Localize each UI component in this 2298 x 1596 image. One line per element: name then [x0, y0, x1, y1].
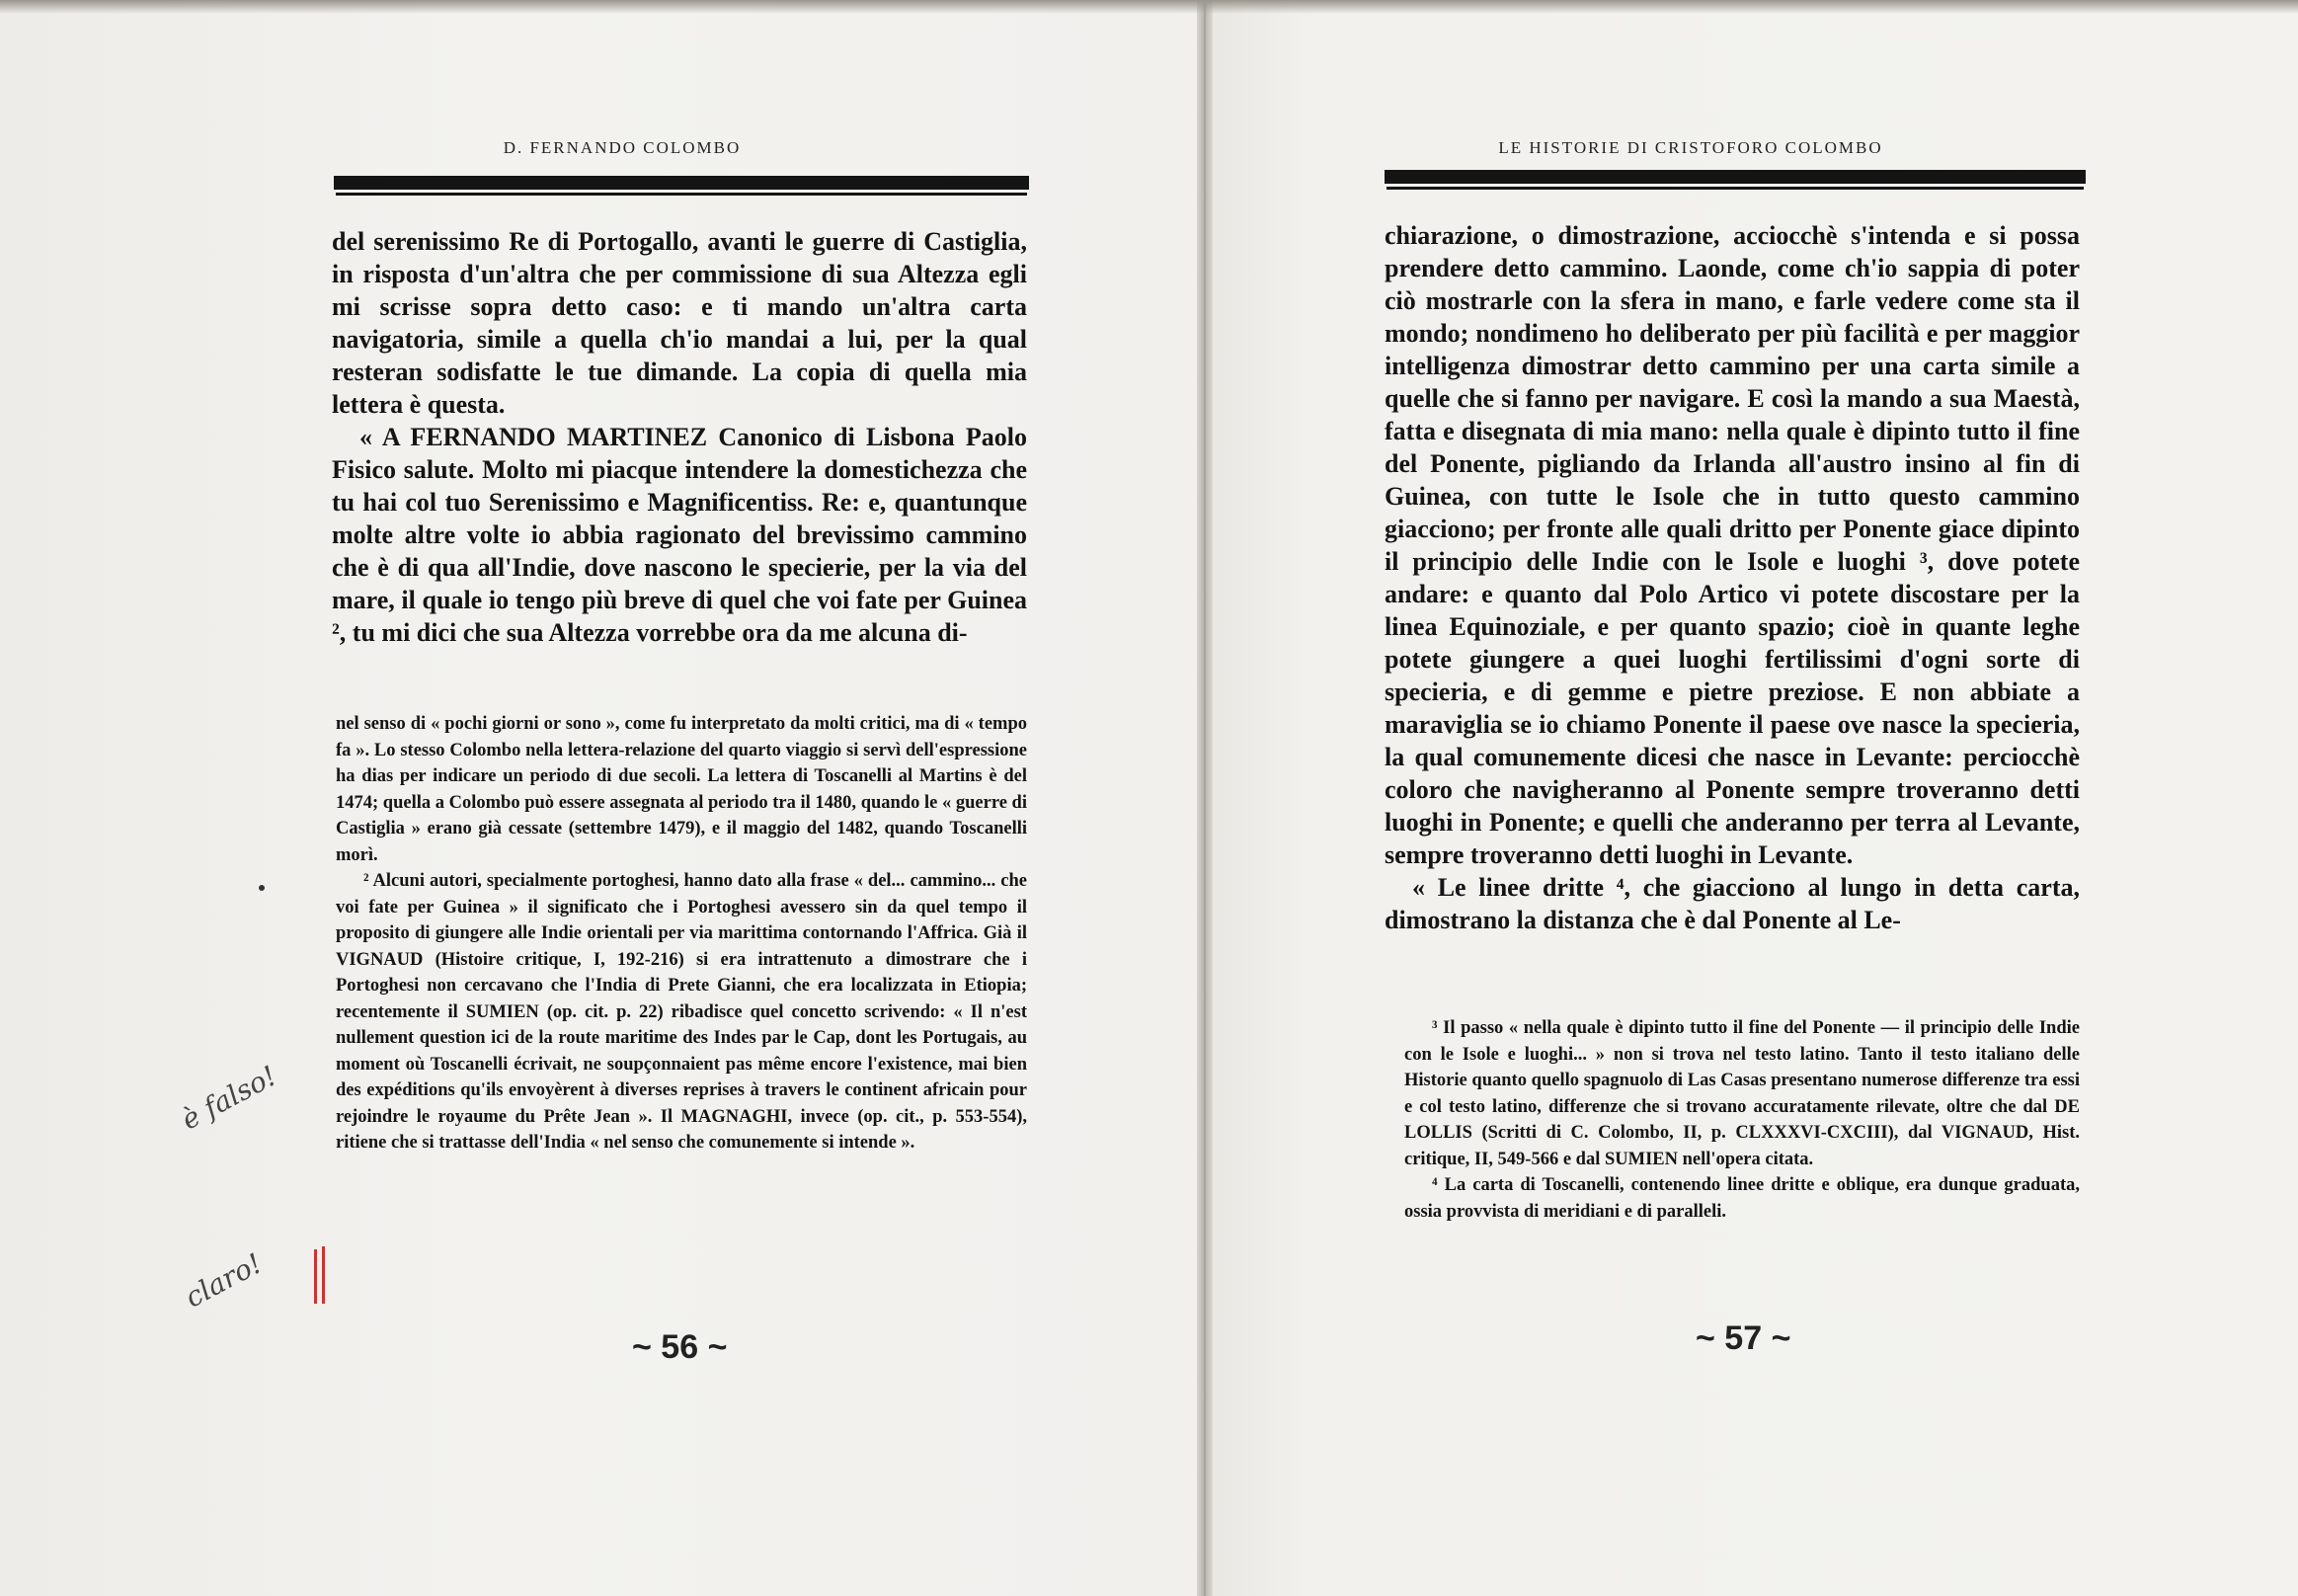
margin-note: claro!: [180, 1246, 268, 1315]
left-body-paragraph: del serenissimo Re di Portogallo, avanti le guerre di Castiglia, in risposta d'un'altra che per commissione di sua Altezza egli mi scrisse sopra detto caso: e ti mando un'altra carta navigatoria, simile a quella ch'io mandai a lui, per la qual resteran sodisfatte le tue dimande. La copia di quella mia lettera è questa.: [332, 227, 1027, 419]
left-header-rule: [334, 176, 1029, 193]
right-running-head: LE HISTORIE DI CRISTOFORO COLOMBO: [1498, 138, 1883, 157]
right-page-number: ~ 57 ~: [1696, 1319, 1791, 1357]
ink-dot: [259, 885, 265, 891]
left-footnote: nel senso di « pochi giorni or sono », come fu interpretato da molti critici, ma di « tempo fa ». Lo stesso Colombo nella lettera-relazione del quarto viaggio si servì dell'espressione ha dias per indicare un periodo di due secoli. La lettera di Toscanelli al Martins è del 1474; quella a Colombo può essere assegnata al periodo tra il 1480, quando le « guerre di Castiglia » erano già cessate (settembre 1479), e il maggio del 1482, quando Toscanelli morì.: [336, 714, 1027, 865]
left-page-number: ~ 56 ~: [632, 1328, 728, 1366]
right-body-paragraph: « Le linee dritte ⁴, che giacciono al lungo in detta carta, dimostrano la distanza che è dal Ponente al Le-: [1385, 873, 2080, 934]
left-body-paragraph: « A FERNANDO MARTINEZ Canonico di Lisbona Paolo Fisico salute. Molto mi piacque intendere la domestichezza che tu hai col tuo Serenissimo e Magnificentiss. Re: e, quantunque molte altre volte io abbia ragionato del brevissimo cammino che è di qua all'Indie, dove nascono le specierie, per la via del mare, il quale io tengo più breve di quel che voi fate per Guinea ², tu mi dici che sua Altezza vorrebbe ora da me alcuna di-: [332, 423, 1027, 647]
right-footnote: ³ Il passo « nella quale è dipinto tutto il fine del Ponente — il principio delle Indie con le Isole e luoghi... » non si trova nel testo latino. Tanto il testo italiano delle Historie quanto quello spagnuolo di Las Casas presentano numerose differenze tra essi e col testo latino, differenze che si trovano accuratamente rilevate, oltre che dal DE LOLLIS (Scritti di C. Colombo, II, p. CLXXXVI-CXCIII), dal VIGNAUD, Hist. critique, II, 549-566 e dal SUMIEN nell'opera citata.: [1404, 1018, 2080, 1169]
top-edge-shadow: [0, 0, 2298, 14]
left-footnote: ² Alcuni autori, specialmente portoghesi, hanno dato alla frase « del... cammino... che voi fate per Guinea » il significato che i Portoghesi avessero sin da quel tempo il proposito di giungere alle Indie orientali per via marittima contornando l'Affrica. Già il VIGNAUD (Histoire critique, I, 192-216) si era intrattenuto a dimostrare che i Portoghesi non cercavano che l'India di Prete Gianni, che era localizzata in Etiopia; recentemente il SUMIEN (op. cit. p. 22) ribadisce quel concetto scrivendo: « Il n'est nullement question ici de la route maritime des Indes par le Cap, dont les Portugais, au moment où Toscanelli écrivait, ne soupçonnaient pas même encore l'existence, mai bien des expéditions qu'ils envoyèrent à diverses reprises à travers le continent africain pour rejoindre le royaume du Prête Jean ». Il MAGNAGHI, invece (op. cit., p. 553-554), ritiene che si trattasse dell'India « nel senso che comunemente si intende ».: [336, 871, 1027, 1153]
right-footnote: ⁴ La carta di Toscanelli, contenendo linee dritte e oblique, era dunque graduata, ossia provvista di meridiani e di paralleli.: [1404, 1175, 2080, 1222]
margin-note: è falso!: [176, 1059, 282, 1137]
left-body-text: [332, 225, 1027, 649]
right-body-text: [1385, 219, 2080, 936]
red-margin-mark: [322, 1246, 325, 1304]
right-page: [1207, 0, 2298, 1596]
book-gutter: [1197, 0, 1213, 1596]
right-header-rule: [1385, 170, 2086, 187]
left-footnotes: [336, 711, 1027, 1157]
right-footnotes: [1404, 1015, 2080, 1225]
red-margin-mark: [314, 1249, 317, 1304]
left-running-head: D. FERNANDO COLOMBO: [503, 138, 742, 157]
right-body-paragraph: chiarazione, o dimostrazione, acciocchè s'intenda e si possa prendere detto cammino. Laonde, come ch'io sappia di poter ciò mostrarle con la sfera in mano, e farle vedere come sta il mondo; nondimeno ho deliberato per più facilità e per maggior intelligenza dimostrar detto cammino per una carta simile a quelle che si fanno per navigare. E così la mando a sua Maestà, fatta e disegnata di mia mano: nella quale è dipinto tutto il fine del Ponente, pigliando da Irlanda all'austro insino al fin di Guinea, con tutte le Isole che in tutto questo cammino giacciono; per fronte alle quali dritto per Ponente giace dipinto il principio delle Indie con le Isole e luoghi ³, dove potete andare: e quanto dal Polo Artico vi potete discostare per la linea Equinoziale, e per quanto spazio; cioè in quante leghe potete giungere a quei luoghi fertilissimi d'ogni sorte di specieria, e di gemme e pietre preziose. E non abbiate a maraviglia se io chiamo Ponente il paese ove nasce la specieria, la qual comunemente dicesi che nasce in Levante: perciocchè coloro che navigheranno al Ponente sempre troveranno detti luoghi in Ponente; e quelli che anderanno per terra al Levante, sempre troveranno detti luoghi in Levante.: [1385, 221, 2080, 869]
